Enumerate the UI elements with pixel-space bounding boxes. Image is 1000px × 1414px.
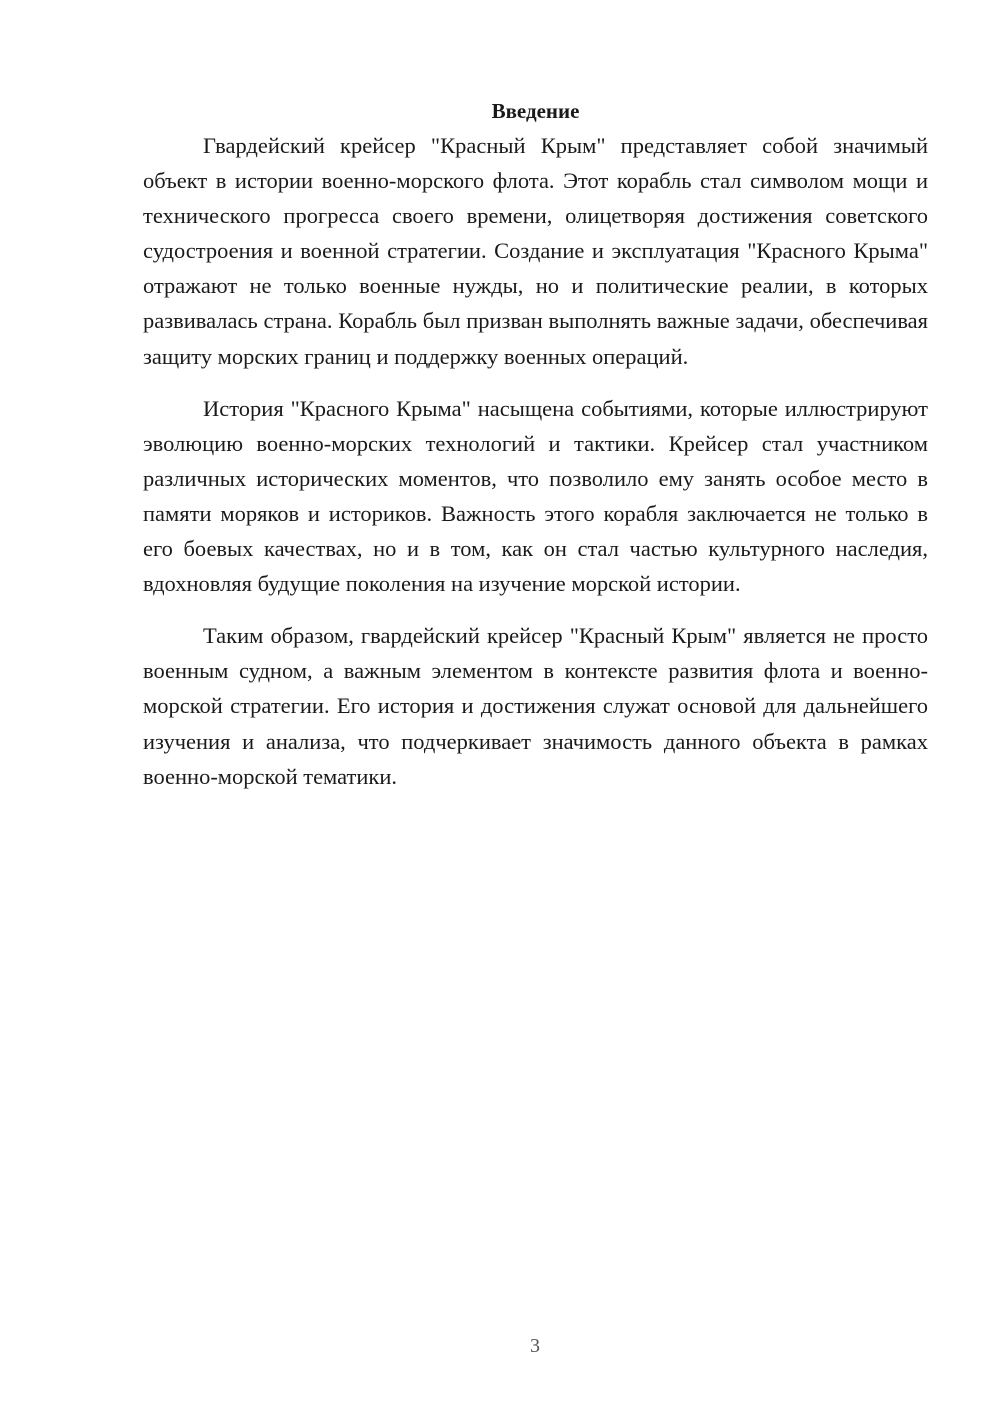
paragraph-3: Таким образом, гвардейский крейсер "Красный Крым" является не просто военным судном, а важным элементом в контексте развития флота и военно-морской стратегии. Его история и достижения служат основой для дальнейшего изучения и анализа, что подчеркивает значимость данного объекта в рамках военно-морской тематики. [143, 623, 928, 789]
page-content [143, 96, 928, 811]
page-number: 3 [530, 1335, 540, 1357]
paragraph-1: Гвардейский крейсер "Красный Крым" представляет собой значимый объект в истории военно-морского флота. Этот корабль стал символом мощи и технического прогресса своего времени, олицетворяя достижения советского судостроения и военной стратегии. Создание и эксплуатация "Красного Крыма" отражают не только военные нужды, но и политические реалии, в которых развивалась страна. Корабль был призван выполнять важные задачи, обеспечивая защиту морских границ и поддержку военных операций. [143, 133, 928, 369]
section-heading: Введение [491, 99, 580, 123]
paragraph-2: История "Красного Крыма" насыщена событиями, которые иллюстрируют эволюцию военно-морских технологий и тактики. Крейсер стал участником различных исторических моментов, что позволило ему занять особое место в памяти моряков и историков. Важность этого корабля заключается не только в его боевых качествах, но и в том, как он стал частью культурного наследия, вдохновляя будущие поколения на изучение морской истории. [143, 395, 928, 597]
